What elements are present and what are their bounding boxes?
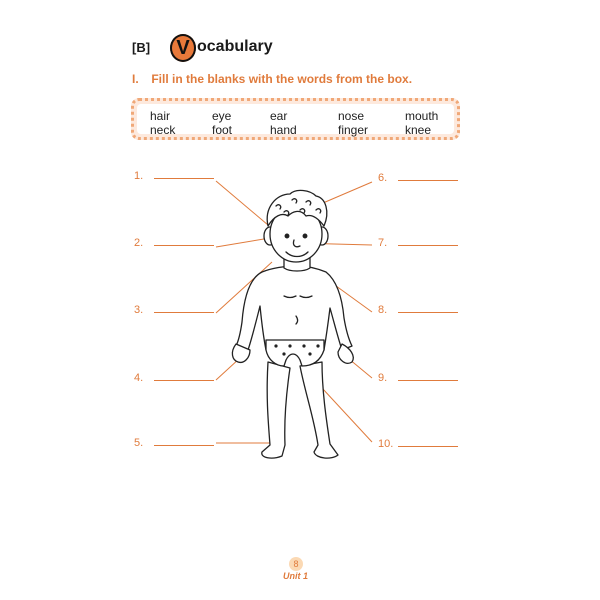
word-item: hair: [150, 109, 171, 123]
word-item: neck: [150, 123, 176, 137]
vocabulary-badge-icon: V: [170, 34, 196, 62]
boy-figure: [232, 190, 353, 458]
word-item: mouth: [405, 109, 439, 123]
section-label: [B]: [132, 40, 151, 55]
exercise-instruction-text: Fill in the blanks with the words from the box.: [151, 72, 413, 86]
section-title: ocabulary: [197, 38, 273, 55]
word-item: eye: [212, 109, 232, 123]
blank-number: 4.: [134, 372, 144, 384]
blank-number: 2.: [134, 237, 144, 249]
exercise-number: I.: [132, 72, 139, 86]
blank-number: 5.: [134, 437, 144, 449]
word-item: finger: [338, 123, 369, 137]
word-item: hand: [270, 123, 297, 137]
word-item: knee: [405, 123, 432, 137]
blank-number: 3.: [134, 304, 144, 316]
page-number-badge: 8: [289, 557, 303, 571]
word-item: foot: [212, 123, 233, 137]
blank-number: 1.: [134, 170, 144, 182]
pointer-line-1: [216, 181, 268, 225]
pointer-line-10: [322, 388, 372, 442]
blank-number: 10.: [378, 438, 394, 450]
unit-label: Unit 1: [283, 571, 309, 581]
word-item: nose: [338, 109, 365, 123]
pointer-line-2: [216, 238, 270, 247]
blank-number: 7.: [378, 237, 388, 249]
blank-number: 6.: [378, 172, 388, 184]
blank-number: 9.: [378, 372, 388, 384]
word-item: ear: [270, 109, 288, 123]
blank-number: 8.: [378, 304, 388, 316]
